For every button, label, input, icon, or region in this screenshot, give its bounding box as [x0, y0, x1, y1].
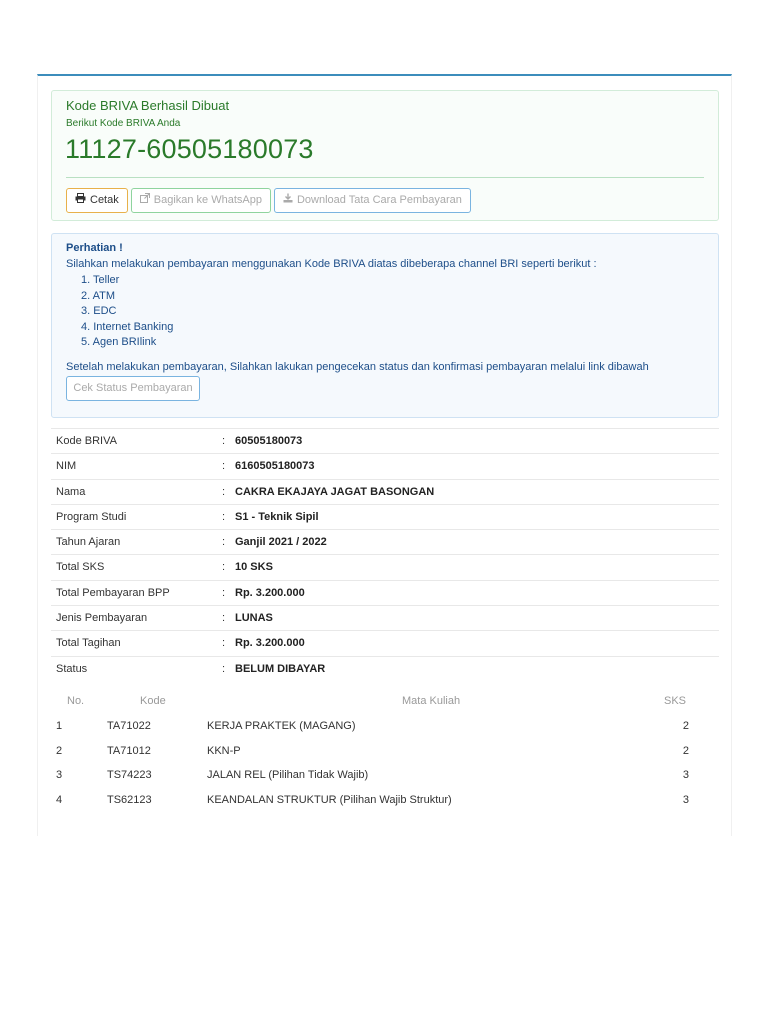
detail-separator: : [222, 637, 226, 650]
detail-separator: : [222, 460, 226, 473]
channel-item: 1. Teller [81, 274, 120, 286]
detail-label: Jenis Pembayaran [56, 612, 148, 625]
detail-separator: : [222, 561, 226, 574]
col-header-mata-kuliah: Mata Kuliah [402, 695, 461, 707]
detail-separator: : [222, 510, 226, 523]
detail-separator: : [222, 662, 226, 675]
detail-value: LUNAS [235, 612, 273, 625]
detail-separator: : [222, 586, 226, 599]
confirmation-text: Setelah melakukan pembayaran, Silahkan lakukan pengecekan status dan konfirmasi pembayaran melalui link dibawah [66, 361, 649, 373]
channel-item: 5. Agen BRIlink [81, 336, 157, 348]
detail-label: Status [56, 662, 88, 675]
detail-value: CAKRA EKAJAYA JAGAT BASONGAN [235, 485, 435, 498]
notice-text: Silahkan melakukan pembayaran menggunakan Kode BRIVA diatas dibeberapa channel BRI seperti berikut : [66, 258, 597, 270]
detail-label: Nama [56, 485, 86, 498]
col-header-kode: Kode [140, 695, 166, 707]
download-icon [283, 189, 293, 212]
detail-label: Tahun Ajaran [56, 536, 121, 549]
table-row [51, 762, 719, 787]
table-row [51, 504, 719, 529]
briva-success-panel [51, 90, 719, 221]
table-row [51, 580, 719, 605]
briva-code: 11127-60505180073 [65, 134, 314, 164]
print-button-label: Cetak [90, 194, 119, 206]
success-subtitle: Berikut Kode BRIVA Anda [66, 118, 181, 129]
course-no: 2 [56, 744, 63, 757]
detail-label: NIM [56, 460, 77, 473]
detail-separator: : [222, 612, 226, 625]
detail-value: Ganjil 2021 / 2022 [235, 536, 327, 549]
print-button[interactable] [66, 188, 128, 213]
channel-item: 3. EDC [81, 305, 117, 317]
channel-item: 4. Internet Banking [81, 320, 174, 333]
col-header-no: No. [67, 695, 85, 707]
detail-label: Total SKS [56, 561, 105, 574]
table-row [51, 630, 719, 655]
course-sks: 3 [682, 793, 689, 806]
course-code: TS74223 [107, 769, 152, 781]
action-buttons [66, 188, 471, 213]
course-sks: 2 [682, 720, 689, 732]
payment-instructions-panel [51, 233, 719, 418]
detail-separator: : [222, 435, 226, 447]
course-code: TA71012 [107, 744, 151, 757]
course-name: JALAN REL (Pilihan Tidak Wajib) [207, 769, 369, 781]
detail-separator: : [222, 485, 226, 498]
detail-value: BELUM DIBAYAR [235, 662, 326, 675]
detail-value: 6160505180073 [235, 460, 315, 473]
download-guide-button[interactable] [274, 188, 471, 213]
table-row [51, 428, 719, 453]
divider [66, 177, 704, 178]
course-name: KKN-P [207, 744, 241, 757]
check-status-button[interactable]: Cek Status Pembayaran [66, 376, 200, 401]
detail-value: Rp. 3.200.000 [235, 586, 305, 599]
detail-label: Total Tagihan [56, 637, 121, 650]
download-guide-label: Download Tata Cara Pembayaran [296, 194, 462, 206]
courses-table-header [51, 688, 719, 713]
course-no: 1 [56, 720, 63, 732]
course-no: 3 [56, 769, 63, 781]
payment-card [37, 74, 732, 836]
detail-value: 10 SKS [235, 561, 273, 574]
table-row [51, 453, 719, 478]
share-whatsapp-button[interactable] [131, 188, 271, 213]
course-code: TS62123 [107, 793, 152, 806]
detail-value: S1 - Teknik Sipil [235, 510, 319, 523]
channel-list [81, 273, 173, 351]
detail-separator: : [222, 536, 226, 549]
course-sks: 3 [682, 769, 689, 781]
detail-label: Program Studi [56, 510, 127, 523]
table-row [51, 605, 719, 630]
course-no: 4 [56, 793, 63, 806]
detail-label: Total Pembayaran BPP [56, 586, 170, 599]
table-row [51, 787, 719, 812]
courses-table [51, 688, 719, 811]
col-header-sks: SKS [663, 695, 686, 707]
detail-value: Rp. 3.200.000 [235, 637, 305, 650]
table-row [51, 713, 719, 738]
payment-details-table [51, 428, 719, 681]
channel-item: 2. ATM [81, 289, 116, 302]
detail-label: Kode BRIVA [56, 435, 117, 447]
print-icon [75, 189, 86, 212]
table-row [51, 656, 719, 681]
table-row [51, 479, 719, 504]
external-link-icon [140, 189, 150, 212]
course-code: TA71022 [107, 720, 151, 732]
course-name: KERJA PRAKTEK (MAGANG) [207, 720, 356, 732]
detail-value: 60505180073 [235, 435, 303, 447]
course-name: KEANDALAN STRUKTUR (Pilihan Wajib Struktur) [207, 793, 452, 806]
table-row [51, 529, 719, 554]
notice-heading: Perhatian ! [66, 242, 123, 254]
table-row [51, 738, 719, 763]
share-whatsapp-label: Bagikan ke WhatsApp [153, 194, 262, 206]
course-sks: 2 [682, 744, 689, 757]
success-title: Kode BRIVA Berhasil Dibuat [66, 98, 230, 113]
table-row [51, 554, 719, 579]
